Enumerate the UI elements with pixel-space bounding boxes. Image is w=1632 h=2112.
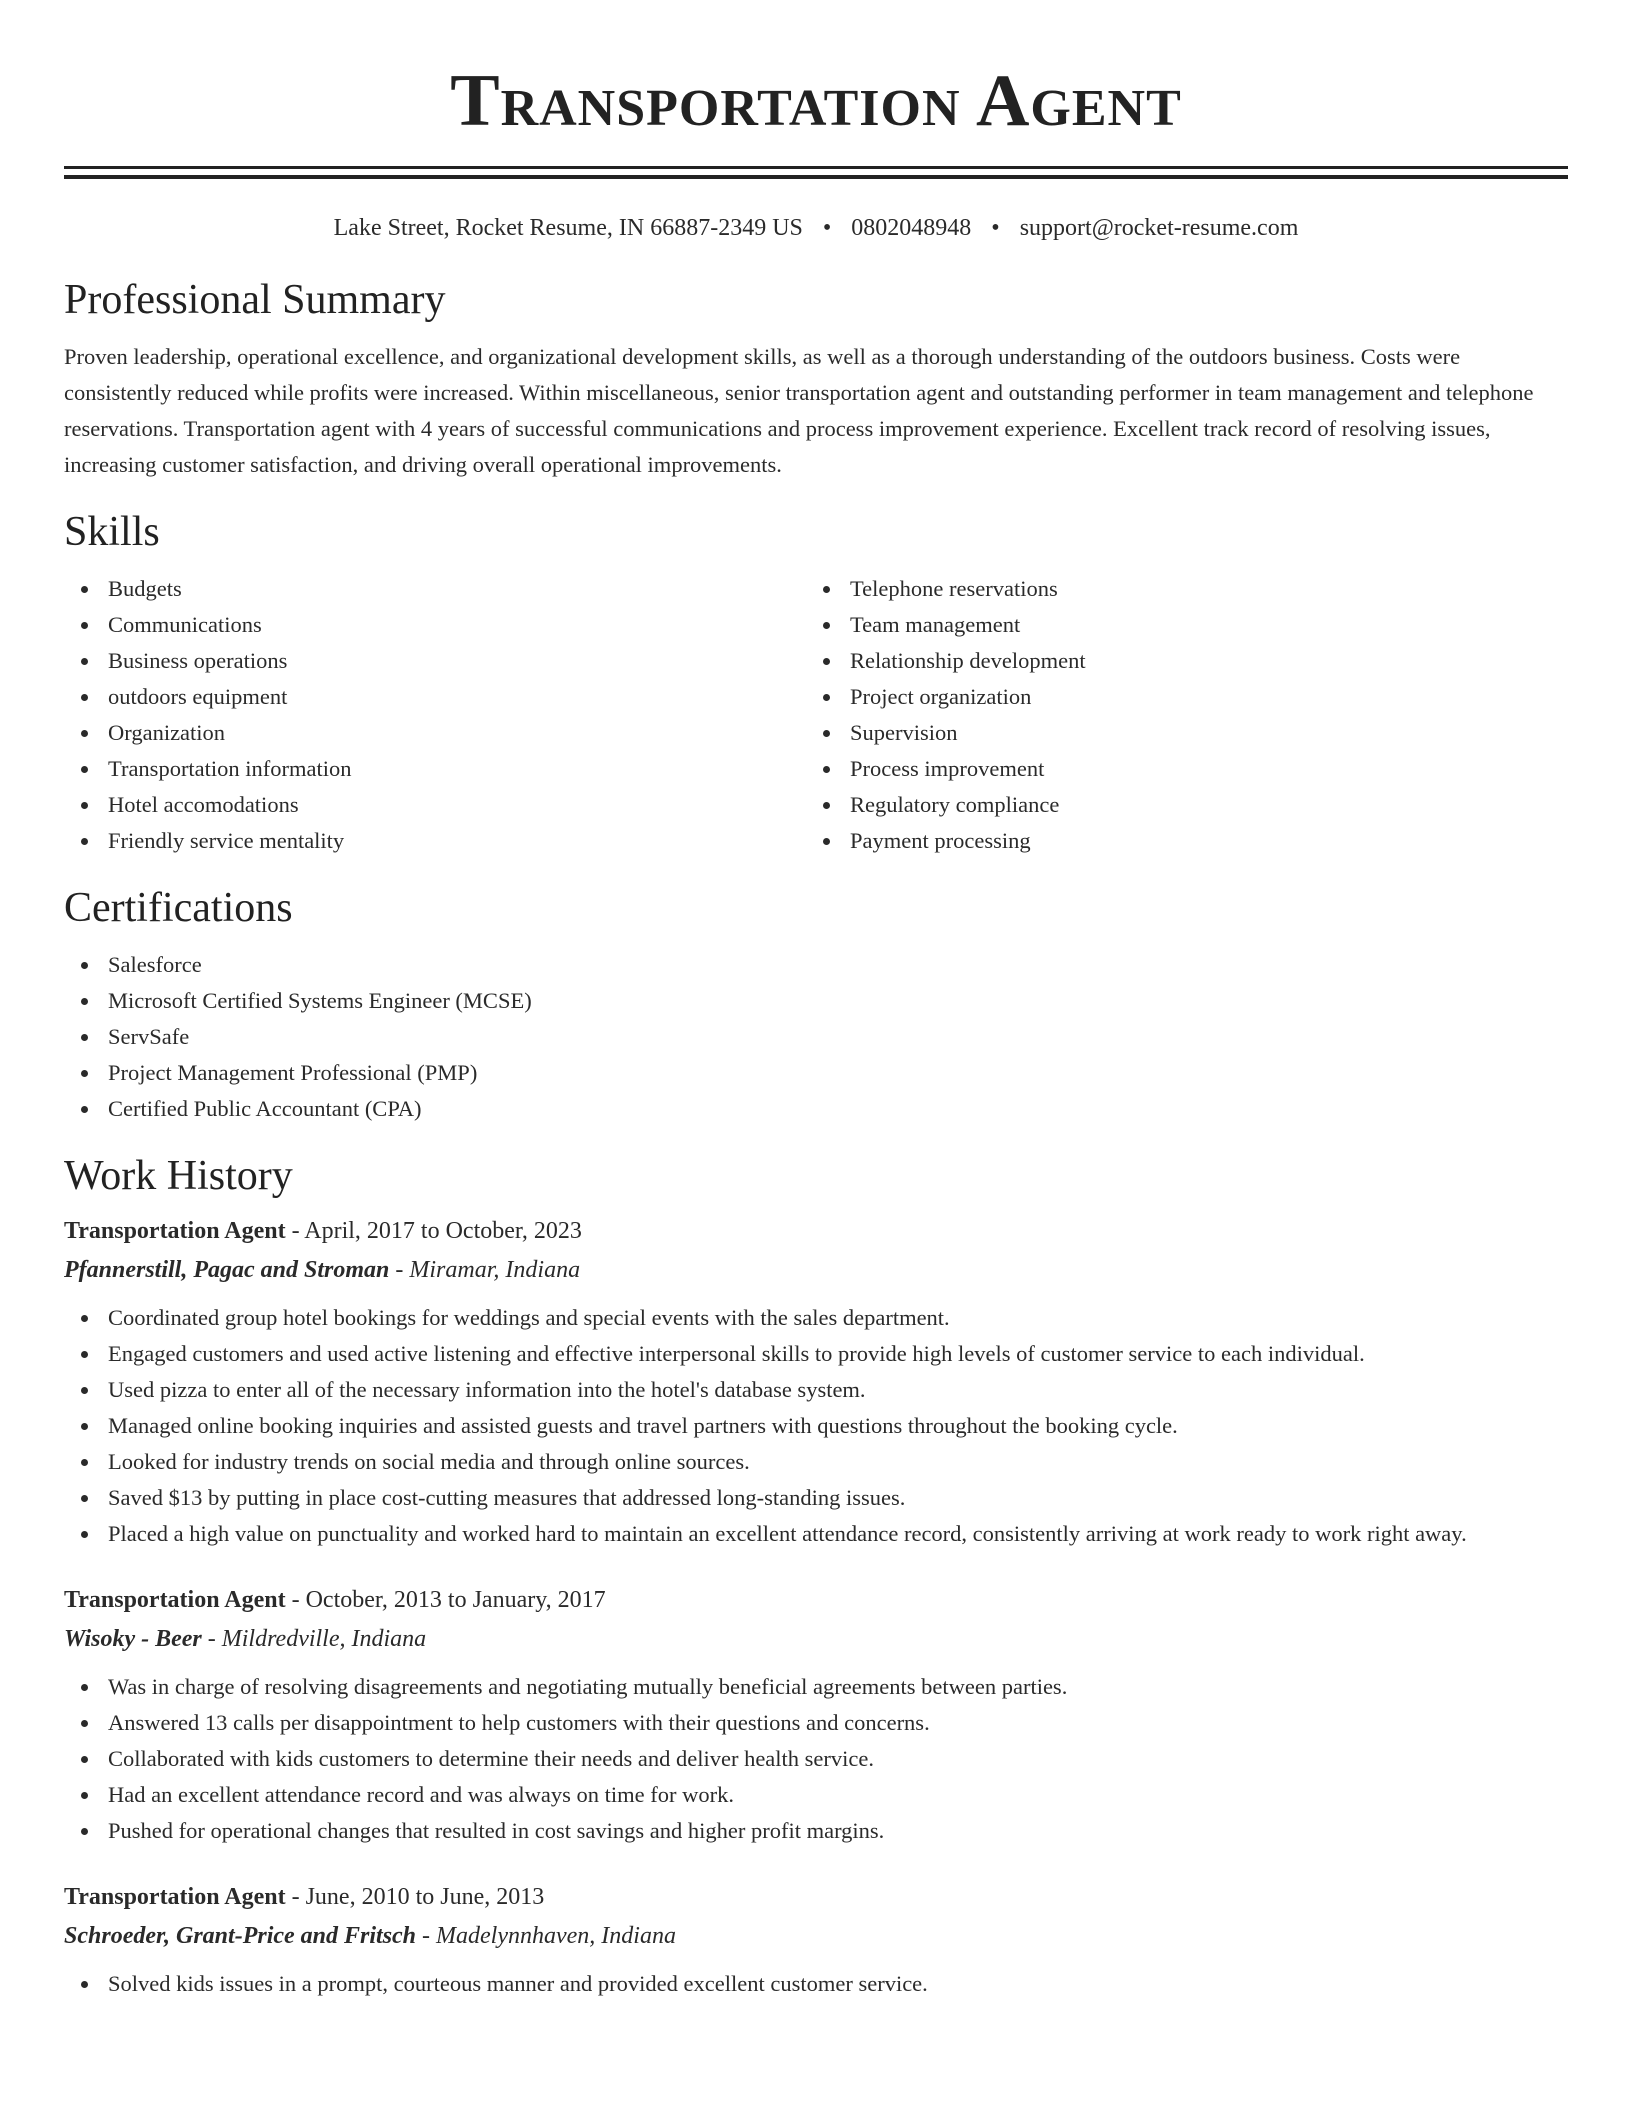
contact-phone: 0802048948 bbox=[851, 215, 972, 241]
skills-columns bbox=[64, 571, 1568, 859]
list-item: Supervision bbox=[806, 715, 1548, 751]
list-item: Was in charge of resolving disagreements and negotiating mutually beneficial agreements between parties. bbox=[64, 1669, 1568, 1705]
job-entry bbox=[64, 1881, 1568, 2002]
certifications-list bbox=[64, 947, 1568, 1127]
summary-heading: Professional Summary bbox=[64, 277, 446, 323]
list-item: Regulatory compliance bbox=[806, 787, 1548, 823]
job-dash: - bbox=[285, 1218, 305, 1244]
job-company-line bbox=[64, 1254, 1568, 1286]
list-item: Pushed for operational changes that resulted in cost savings and higher profit margins. bbox=[64, 1813, 1568, 1849]
job-company-line bbox=[64, 1920, 1568, 1952]
job-title: Transportation Agent bbox=[64, 1587, 286, 1613]
job-company: Schroeder, Grant-Price and Fritsch bbox=[64, 1923, 417, 1949]
list-item: Placed a high value on punctuality and worked hard to maintain an excellent attendance record, consistently arriving at work ready to work right away. bbox=[64, 1516, 1568, 1552]
list-item: Telephone reservations bbox=[806, 571, 1548, 607]
contact-separator: • bbox=[822, 215, 832, 241]
job-dates: October, 2013 to January, 2017 bbox=[305, 1587, 606, 1613]
list-item: ServSafe bbox=[64, 1019, 1568, 1055]
job-dash: - bbox=[389, 1257, 410, 1283]
job-dates: June, 2010 to June, 2013 bbox=[305, 1884, 545, 1910]
skills-list-right bbox=[806, 571, 1548, 859]
job-dash: - bbox=[285, 1884, 306, 1910]
job-title: Transportation Agent bbox=[64, 1218, 286, 1244]
contact-address: Lake Street, Rocket Resume, IN 66887-2349 US bbox=[333, 215, 803, 241]
list-item: Certified Public Accountant (CPA) bbox=[64, 1091, 1568, 1127]
job-company: Pfannerstill, Pagac and Stroman bbox=[64, 1257, 390, 1283]
list-item: Hotel accomodations bbox=[64, 787, 806, 823]
skills-list-left bbox=[64, 571, 806, 859]
header-divider-bottom bbox=[64, 175, 1568, 179]
list-item: Managed online booking inquiries and assisted guests and travel partners with questions throughout the booking cycle. bbox=[64, 1408, 1568, 1444]
job-bullets bbox=[64, 1966, 1568, 2002]
job-entry bbox=[64, 1215, 1568, 1552]
job-title-line bbox=[64, 1215, 1568, 1247]
list-item: Saved $13 by putting in place cost-cutting measures that addressed long-standing issues. bbox=[64, 1480, 1568, 1516]
candidate-name: Transportation Agent bbox=[450, 60, 1182, 142]
list-item: Relationship development bbox=[806, 643, 1548, 679]
list-item: Collaborated with kids customers to determine their needs and deliver health service. bbox=[64, 1741, 1568, 1777]
list-item: Business operations bbox=[64, 643, 806, 679]
contact-separator: • bbox=[991, 215, 1000, 241]
list-item: Project organization bbox=[806, 679, 1548, 715]
list-item: Coordinated group hotel bookings for weddings and special events with the sales department. bbox=[64, 1300, 1568, 1336]
list-item: Looked for industry trends on social media and through online sources. bbox=[64, 1444, 1568, 1480]
list-item: Transportation information bbox=[64, 751, 806, 787]
contact-line bbox=[64, 213, 1568, 243]
job-dates: April, 2017 to October, 2023 bbox=[304, 1218, 582, 1244]
job-dash: - bbox=[285, 1587, 306, 1613]
header-divider-top bbox=[64, 166, 1568, 169]
work-history-heading: Work History bbox=[64, 1153, 293, 1199]
list-item: Process improvement bbox=[806, 751, 1548, 787]
list-item: Solved kids issues in a prompt, courteous manner and provided excellent customer service. bbox=[64, 1966, 1568, 2002]
job-bullets bbox=[64, 1669, 1568, 1849]
summary-text: Proven leadership, operational excellence, and organizational development skills, as well as a thorough understanding of the outdoors business. Costs were consistently reduced while profits were increased. Within miscellaneous, senior transportation agent and outstanding performer in team management and telephone reservations. Transportation agent with 4 years of successful communications and process improvement experience. Excellent track record of resolving issues, increasing customer satisfaction, and driving overall operational improvements. bbox=[64, 344, 1534, 477]
job-location: Mildredville, Indiana bbox=[221, 1626, 427, 1652]
skills-heading: Skills bbox=[64, 509, 160, 555]
list-item: Organization bbox=[64, 715, 806, 751]
list-item: Engaged customers and used active listening and effective interpersonal skills to provide high levels of customer service to each individual. bbox=[64, 1336, 1568, 1372]
list-item: Used pizza to enter all of the necessary information into the hotel's database system. bbox=[64, 1372, 1568, 1408]
job-title-line bbox=[64, 1584, 1568, 1616]
job-location: Madelynnhaven, Indiana bbox=[436, 1923, 676, 1949]
job-dash: - bbox=[201, 1626, 222, 1652]
list-item: Salesforce bbox=[64, 947, 1568, 983]
job-entry bbox=[64, 1584, 1568, 1849]
list-item: Answered 13 calls per disappointment to help customers with their questions and concerns. bbox=[64, 1705, 1568, 1741]
list-item: Had an excellent attendance record and was always on time for work. bbox=[64, 1777, 1568, 1813]
list-item: Payment processing bbox=[806, 823, 1548, 859]
list-item: Budgets bbox=[64, 571, 806, 607]
job-title: Transportation Agent bbox=[64, 1884, 286, 1910]
list-item: Microsoft Certified Systems Engineer (MCSE) bbox=[64, 983, 1568, 1019]
job-company-line bbox=[64, 1623, 1568, 1655]
list-item: Team management bbox=[806, 607, 1548, 643]
list-item: Project Management Professional (PMP) bbox=[64, 1055, 1568, 1091]
contact-email: support@rocket-resume.com bbox=[1019, 215, 1299, 241]
job-title-line bbox=[64, 1881, 1568, 1913]
list-item: Friendly service mentality bbox=[64, 823, 806, 859]
job-company: Wisoky - Beer bbox=[64, 1626, 202, 1652]
list-item: outdoors equipment bbox=[64, 679, 806, 715]
job-dash: - bbox=[416, 1923, 437, 1949]
certifications-heading: Certifications bbox=[64, 885, 293, 931]
job-bullets bbox=[64, 1300, 1568, 1552]
list-item: Communications bbox=[64, 607, 806, 643]
job-location: Miramar, Indiana bbox=[409, 1257, 581, 1283]
